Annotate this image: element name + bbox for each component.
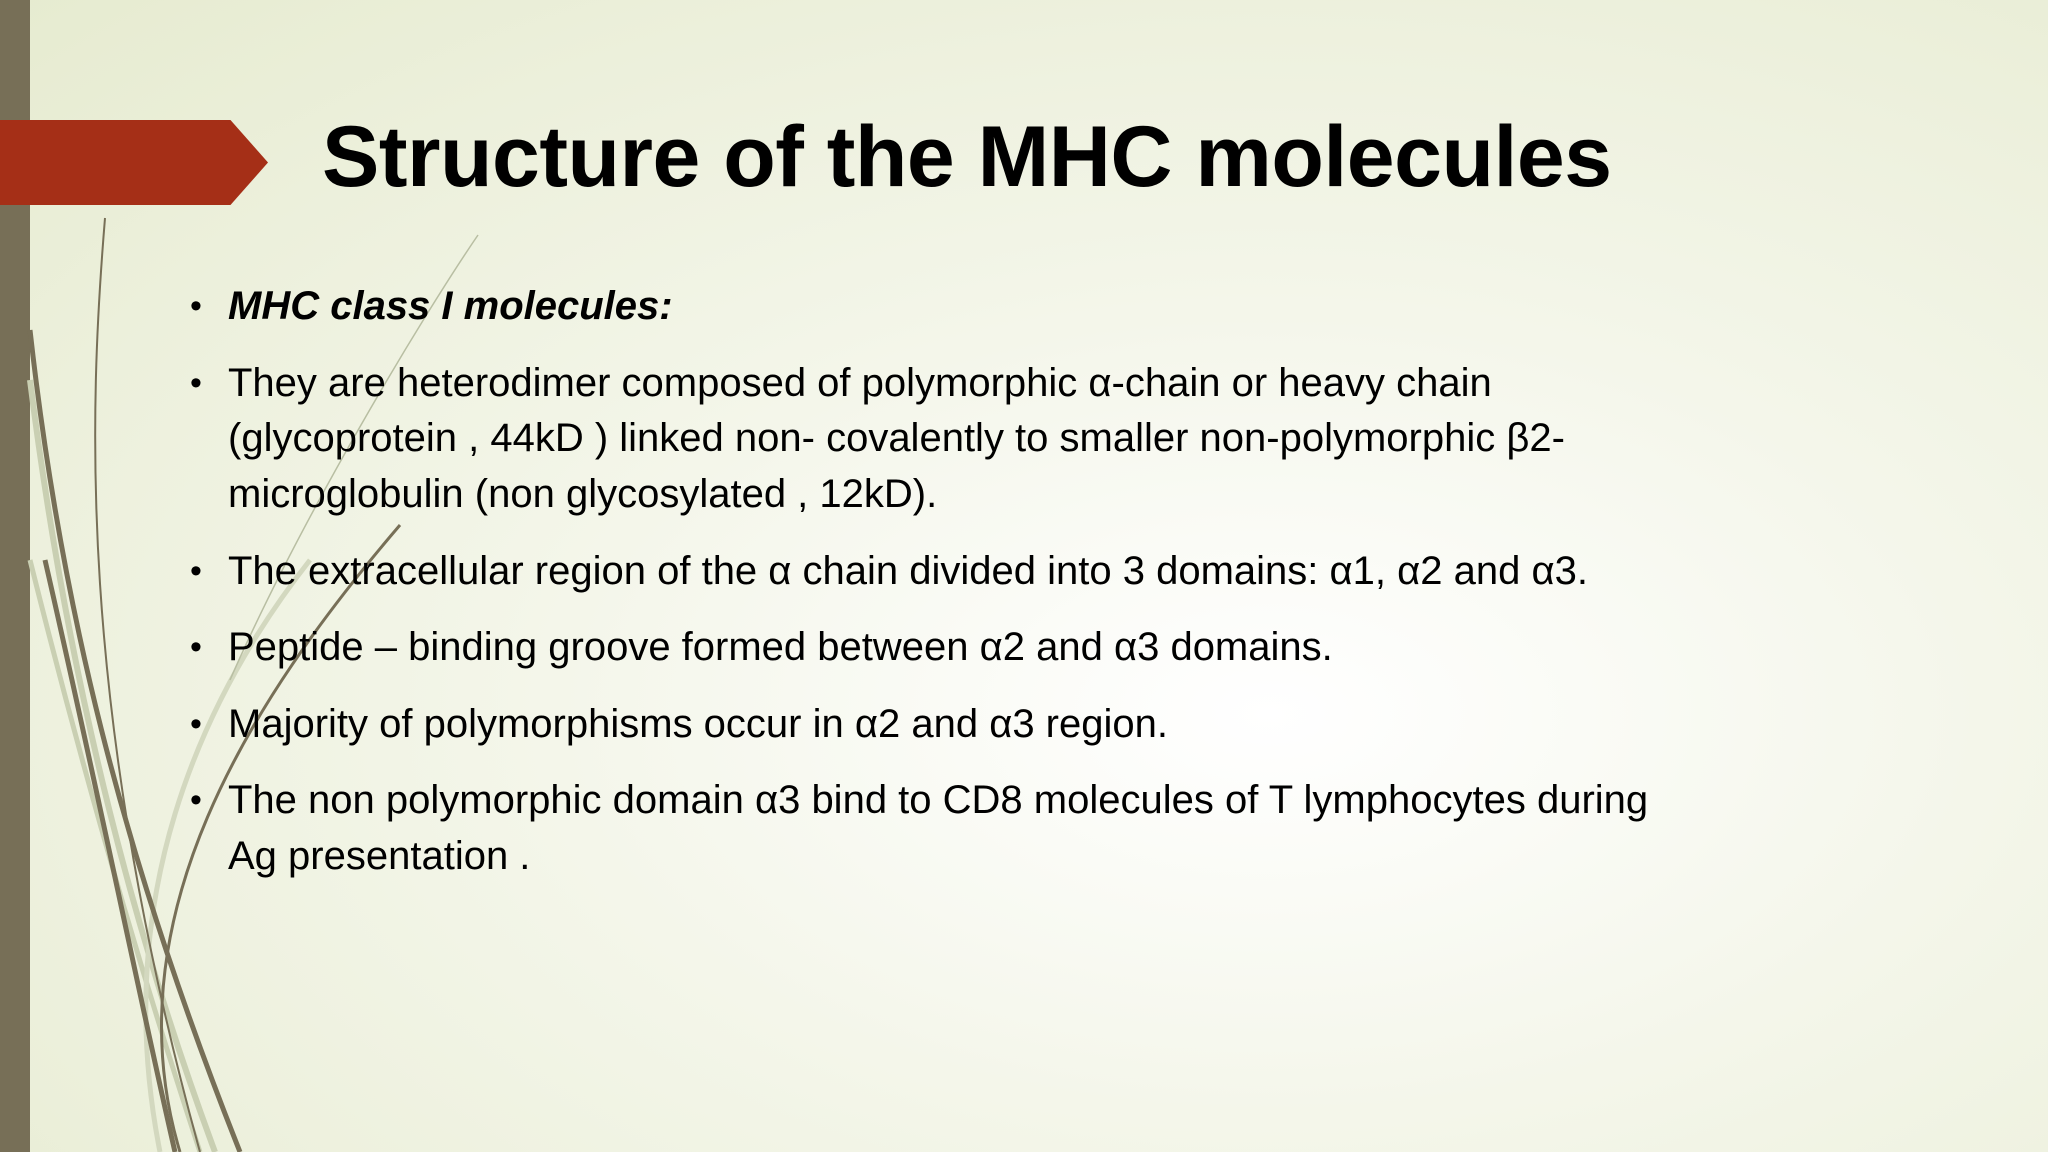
bullet-text: They are heterodimer composed of polymorphic α-chain or heavy chain	[228, 361, 1492, 405]
bullet-icon: •	[190, 705, 202, 743]
bullet-icon: •	[190, 364, 202, 402]
bullet-text: microglobulin (non glycosylated , 12kD).	[228, 472, 938, 516]
bullet-text: The non polymorphic domain α3 bind to CD8 molecules of T lymphocytes during	[228, 778, 1649, 822]
bullet-text: (glycoprotein , 44kD ) linked non- covalently to smaller non-polymorphic β2-	[228, 416, 1565, 460]
bullet-text: Majority of polymorphisms occur in α2 and α3 region.	[228, 702, 1168, 746]
bullet-text: The extracellular region of the α chain divided into 3 domains: α1, α2 and α3.	[228, 549, 1588, 593]
bullet-icon: •	[190, 287, 202, 325]
bullet-text: Peptide – binding groove formed between α2 and α3 domains.	[228, 625, 1333, 669]
bullet-icon: •	[190, 781, 202, 819]
slide-title: Structure of the MHC molecules	[322, 109, 1612, 205]
bullet-text: Ag presentation .	[228, 834, 531, 878]
bullet-icon: •	[190, 552, 202, 590]
bullet-icon: •	[190, 628, 202, 666]
bullet-heading-mhc-class-i: MHC class I molecules:	[228, 284, 673, 328]
